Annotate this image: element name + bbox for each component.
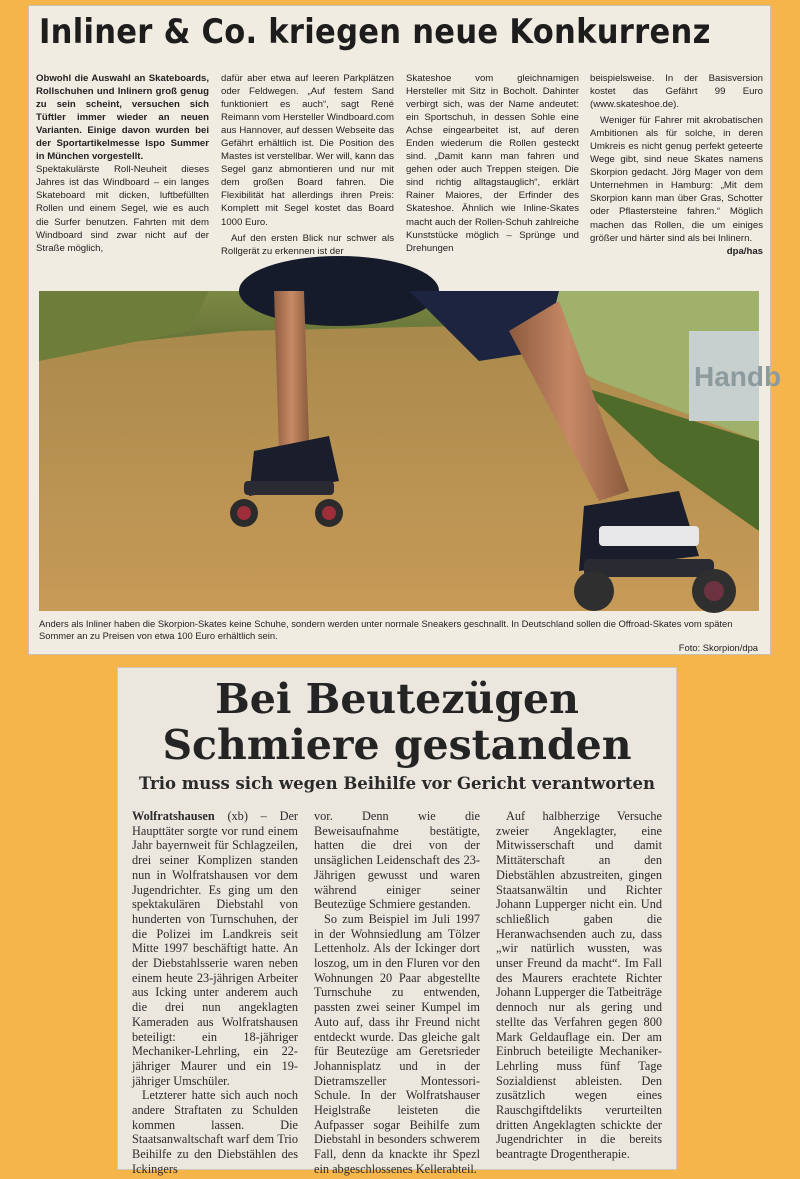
article1-paragraph: Spektakulärste Roll-Neuheit dieses Jahres ist das Windboard – ein langes Skateboard mit dicken, luftbefüllten Rollen und einem Segel, wie es auch die Surfer benutzen. Fahrten mit dem Windboard sind zwar nicht auf der Straße möglich, bbox=[36, 164, 209, 254]
article-beutezuege-clipping bbox=[118, 668, 676, 1176]
article1-column-1 bbox=[36, 72, 209, 284]
article1-paragraph: beispielsweise. In der Basisversion kostet das Gefährt 99 Euro (www.skateshoe.de). bbox=[590, 73, 763, 111]
headline-line-1: Bei Beutezügen bbox=[215, 675, 579, 723]
article1-paragraph: Weniger für Fahrer mit akrobatischen Ambitionen als für solche, in deren Umkreis es nicht genug perfekt geteerte Wege gibt, sind neue Skates namens Skorpion gedacht. Jörg Mager von dem Unternehmen in Hamburg: „Mit dem Skorpion kann man über Gras, Schotter oder Pflastersteine fahren.“ Möglich machen das Rollen, die um einiges größer und härter sind als bei Inlinern. bbox=[590, 115, 763, 244]
article1-author: dpa/has bbox=[726, 245, 763, 257]
article1-body bbox=[36, 72, 763, 284]
dateline: Wolfratshausen bbox=[132, 809, 215, 823]
photo-sign-text: Handb bbox=[694, 361, 782, 392]
article2-text: (xb) – Der Haupttäter sorgte vor rund einem Jahr bayernweit für Schlagzeilen, drei seiner Komplizen standen nun in Wolfratshausen vor dem Jugendrichter. Es ging um den spektakulären Diebstahl von hunderten von Turnschuhen, der die Polizei im Landkreis seit Mitte 1997 beschäftigt hatte. An der Diebstahlsserie waren neben einem heute 23-jährigen Arbeiter aus Icking unter anderem auch die drei nun angeklagten Kameraden aus Wolfratshausen beteiligt: ein 18-jähriger Mechaniker-Lehrling, ein 22-jähriger Maurer und ein 19-jähriger Umschüler. bbox=[132, 809, 298, 1088]
article2-paragraph: Auf halbherzige Versuche zweier Angeklagter, eine Mitwisserschaft und damit Mittäterschaft an den Diebstählen abzustreiten, gingen Staatsanwältin und Richter Johann Lupperger nicht ein. Und schließlich gaben die Heranwachsenden auch zu, dass „wir natürlich wussten, was unser Freund da macht“. Im Fall des Maurers erachtete Richter Johann Lupperger die Tatbeiträge dennoch nur als gering und stellte das Verfahren gegen 800 Mark Geldauflage ein. Der am Einbruch beteiligte Mechaniker-Lehrling muss fünf Tage Sozialdienst ableisten. Den zusätzlich wegen eines Rauschgiftdelikts verurteilten dritten Angeklagten schickte der Jugendrichter in die bereits beantragte Drogentherapie. bbox=[496, 809, 662, 1162]
article2-column-3 bbox=[496, 809, 662, 1164]
headline-line-2: Schmiere gestanden bbox=[162, 721, 632, 769]
article1-paragraph: dafür aber etwa auf leeren Parkplätzen oder Feldwegen. „Auf festem Sand funktioniert es auch“, sagt René Reimann vom Hersteller Windboard.com aus Hannover, auf dessen Webseite das Gefährt erhältlich ist. Die Position des Mastes ist verstellbar. Wer will, kann das Segel ganz abmontieren und nur mit dem großen Board fahren. Die Flexibilität hat allerdings ihren Preis: Komplett mit Segel kostet das Board 1000 Euro. bbox=[221, 73, 394, 228]
subheadline: Trio muss sich wegen Beihilfe vor Gericht verantworten bbox=[138, 774, 656, 793]
article1-lead: Obwohl die Auswahl an Skateboards, Rollschuhen und Inlinern groß genug zu sein scheint, versuchen sich Tüftler immer wieder an neuen Varianten. Einige davon wurden bei der Sportartikelmesse Ispo Summer in München vorgestellt. bbox=[36, 73, 209, 163]
photo-caption: Anders als Inliner haben die Skorpion-Skates keine Schuhe, sondern werden unter normale Sneakers geschnallt. In Deutschland sollen die Offroad-Skates vom späten Sommer an zu Preisen von etwa 100 Euro erhältlich sein. bbox=[39, 618, 733, 642]
skater-photo bbox=[39, 291, 782, 611]
photo-credit: Foto: Skorpion/dpa bbox=[678, 642, 758, 653]
article2-paragraph: So zum Beispiel im Juli 1997 in der Wohnsiedlung am Tölzer Lettenholz. Als der Ickinger dort loszog, um in den Fluren vor den Wohnungen 20 Paar abgestellte Turnschuhe zu entwenden, passten zwei seiner Kumpel im Auto auf, dass ihr Freund nicht entdeckt wurde. Das gleiche galt für Beutezüge am Geretsrieder Johannisplatz und in der Dietramszeller Montessori-Schule. In der Wolfratshauser Heiglstraße leisteten die Aufpasser sogar Beihilfe zum Diebstahl in besonders schwerem Fall, denn da knackte ihr Spezl ein abgeschlossenes Kellerabteil. bbox=[314, 911, 480, 1176]
article2-paragraph bbox=[132, 809, 298, 1088]
skater-photo-illustration bbox=[39, 291, 782, 611]
article1-column-4 bbox=[590, 72, 763, 284]
article1-column-2 bbox=[221, 72, 394, 284]
article-inliner-clipping bbox=[29, 6, 782, 654]
headline-inliner: Inliner & Co. kriegen neue Konkurrenz bbox=[39, 12, 711, 52]
article2-paragraph: Letzterer hatte sich auch noch andere Straftaten zu Schulden kommen lassen. Die Staatsanwaltschaft warf dem Trio Beihilfe zu den Diebstählen des Ickingers bbox=[132, 1088, 298, 1176]
article2-paragraph: vor. Denn wie die Beweisaufnahme bestätigte, hatten die drei von der unsäglichen Leidenschaft des 23-Jährigen gewusst und waren während einiger seiner Beutezüge Schmiere gestanden. bbox=[314, 809, 480, 912]
article1-paragraph: Auf den ersten Blick nur schwer als Rollgerät zu erkennen ist der bbox=[221, 232, 394, 257]
article1-paragraph: Skateshoe vom gleichnamigen Hersteller mit Sitz in Bocholt. Dahinter verbirgt sich, was der Name andeutet: ein Sportschuh, in dessen Sohle eine Achse eingearbeitet ist, auf deren Enden wiederum die Rollen gesteckt sind. „Damit kann man fahren und gehen oder auch Treppen steigen. Die sind richtig alltagstauglich“, erklärt Rainer Maiores, der Erfinder des Skateshoe. Ähnlich wie Inline-Skates macht auch der Rollen-Schuh zahlreiche Kunststücke möglich – Sprünge und Drehungen bbox=[406, 73, 579, 254]
article1-column-3 bbox=[406, 72, 579, 284]
article2-column-1 bbox=[132, 809, 298, 1176]
article2-column-2 bbox=[314, 809, 480, 1176]
